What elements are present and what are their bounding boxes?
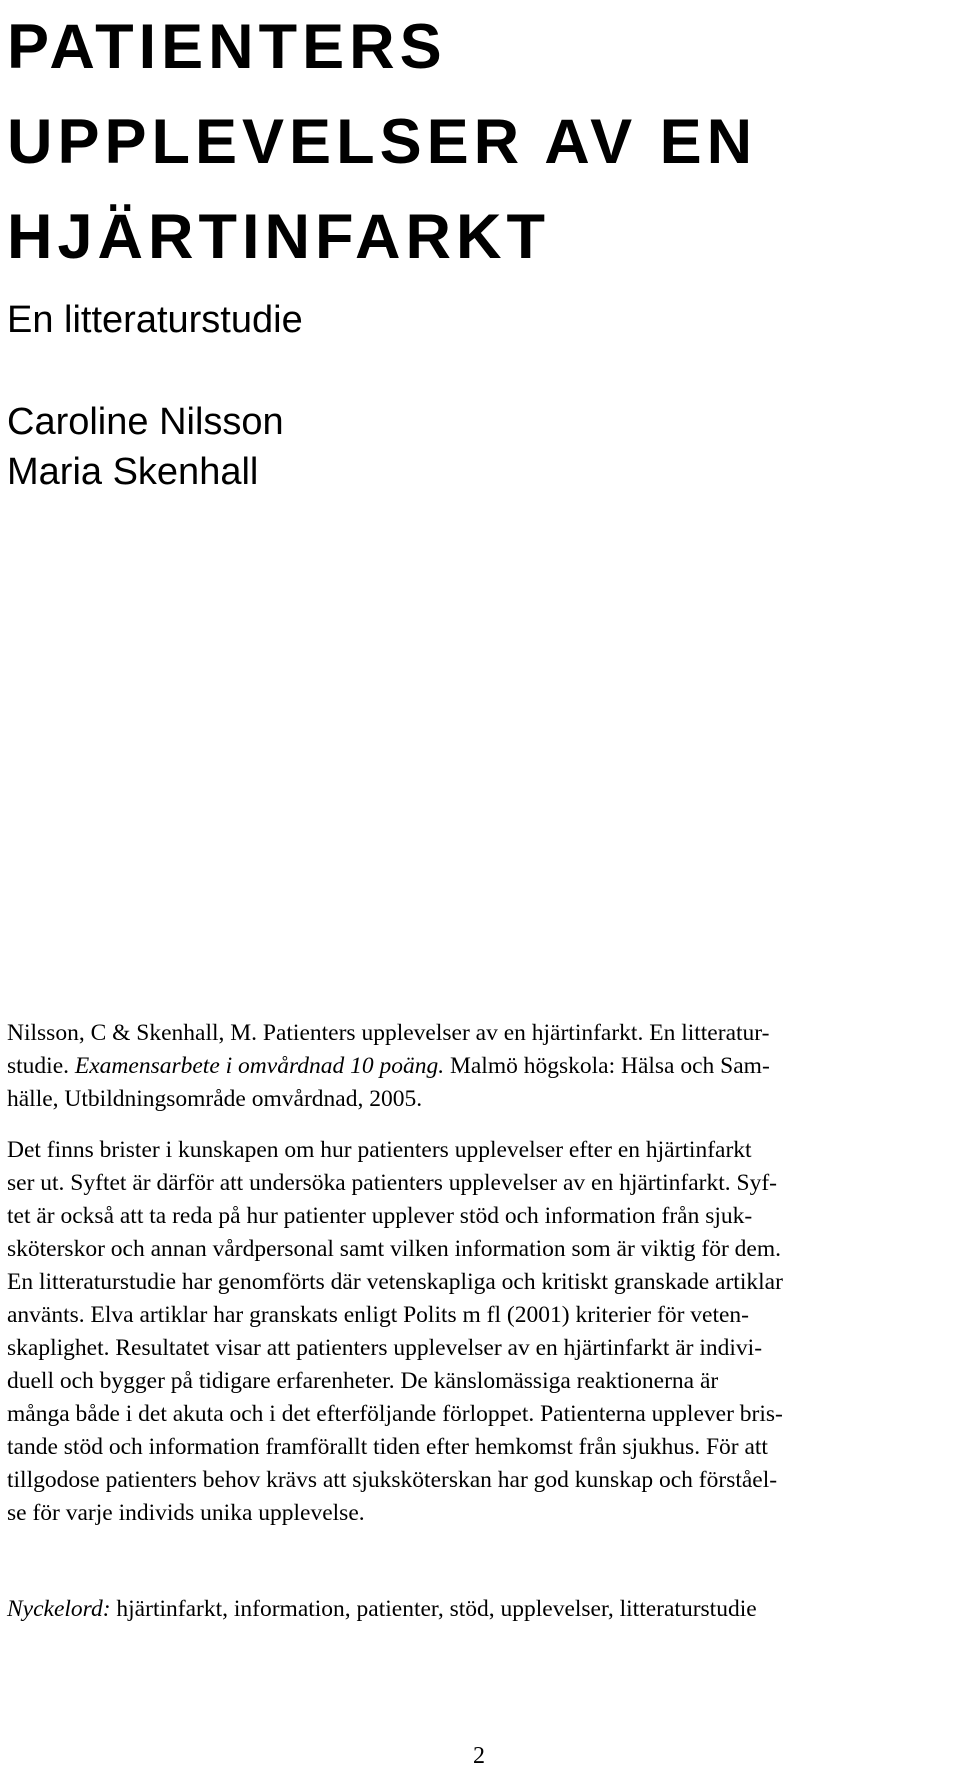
abstract-line: sköterskor och annan vårdpersonal samt vilken information som är viktig för dem. [7,1236,782,1262]
abstract-line: ser ut. Syftet är därför att undersöka patienters upplevelser av en hjärtinfarkt. Syf- [7,1170,778,1196]
abstract-line: tillgodose patienters behov krävs att sjuksköterskan har god kunskap och förståel- [7,1467,778,1493]
abstract-line: se för varje individs unika upplevelse. [7,1500,365,1526]
abstract-line: skaplighet. Resultatet visar att patienters upplevelser av en hjärtinfarkt är indivi- [7,1335,763,1361]
citation-line [7,1053,770,1080]
keywords-label: Nyckelord: [7,1596,111,1622]
citation-italic-text: Examensarbete i omvårdnad 10 poäng. [74,1053,445,1079]
abstract-line: En litteraturstudie har genomförts där vetenskapliga och kritiskt granskade artiklar [7,1269,783,1295]
abstract-line: tet är också att ta reda på hur patienter upplever stöd och information från sjuk- [7,1203,753,1229]
author-list [7,397,284,497]
document-subtitle: En litteraturstudie [7,299,303,341]
citation-line: hälle, Utbildningsområde omvårdnad, 2005. [7,1086,423,1112]
citation-text: studie. [7,1053,75,1079]
abstract-line: använts. Elva artiklar har granskats enligt Polits m fl (2001) kriterier för veten- [7,1302,749,1328]
author-name: Maria Skenhall [7,451,259,493]
abstract-line: många både i det akuta och i det efterföljande förloppet. Patienterna upplever bris- [7,1401,783,1427]
author-name: Caroline Nilsson [7,401,284,443]
abstract-line: tande stöd och information framförallt tiden efter hemkomst från sjukhus. För att [7,1434,768,1460]
citation-text: Malmö högskola: Hälsa och Sam- [444,1053,770,1079]
page-number: 2 [473,1743,485,1769]
abstract-line: duell och bygger på tidigare erfarenheter. De känslomässiga reaktionerna är [7,1368,719,1394]
abstract-line: Det finns brister i kunskapen om hur patienters upplevelser efter en hjärtinfarkt [7,1137,752,1163]
keywords-line [7,1596,757,1623]
citation-line: Nilsson, C & Skenhall, M. Patienters upplevelser av en hjärtinfarkt. En litteratur- [7,1020,770,1046]
keywords-text: hjärtinfarkt, information, patienter, stöd, upplevelser, litteraturstudie [110,1596,757,1622]
document-title: PATIENTERS UPPLEVELSER AV EN HJÄRTINFARKT [7,12,758,272]
